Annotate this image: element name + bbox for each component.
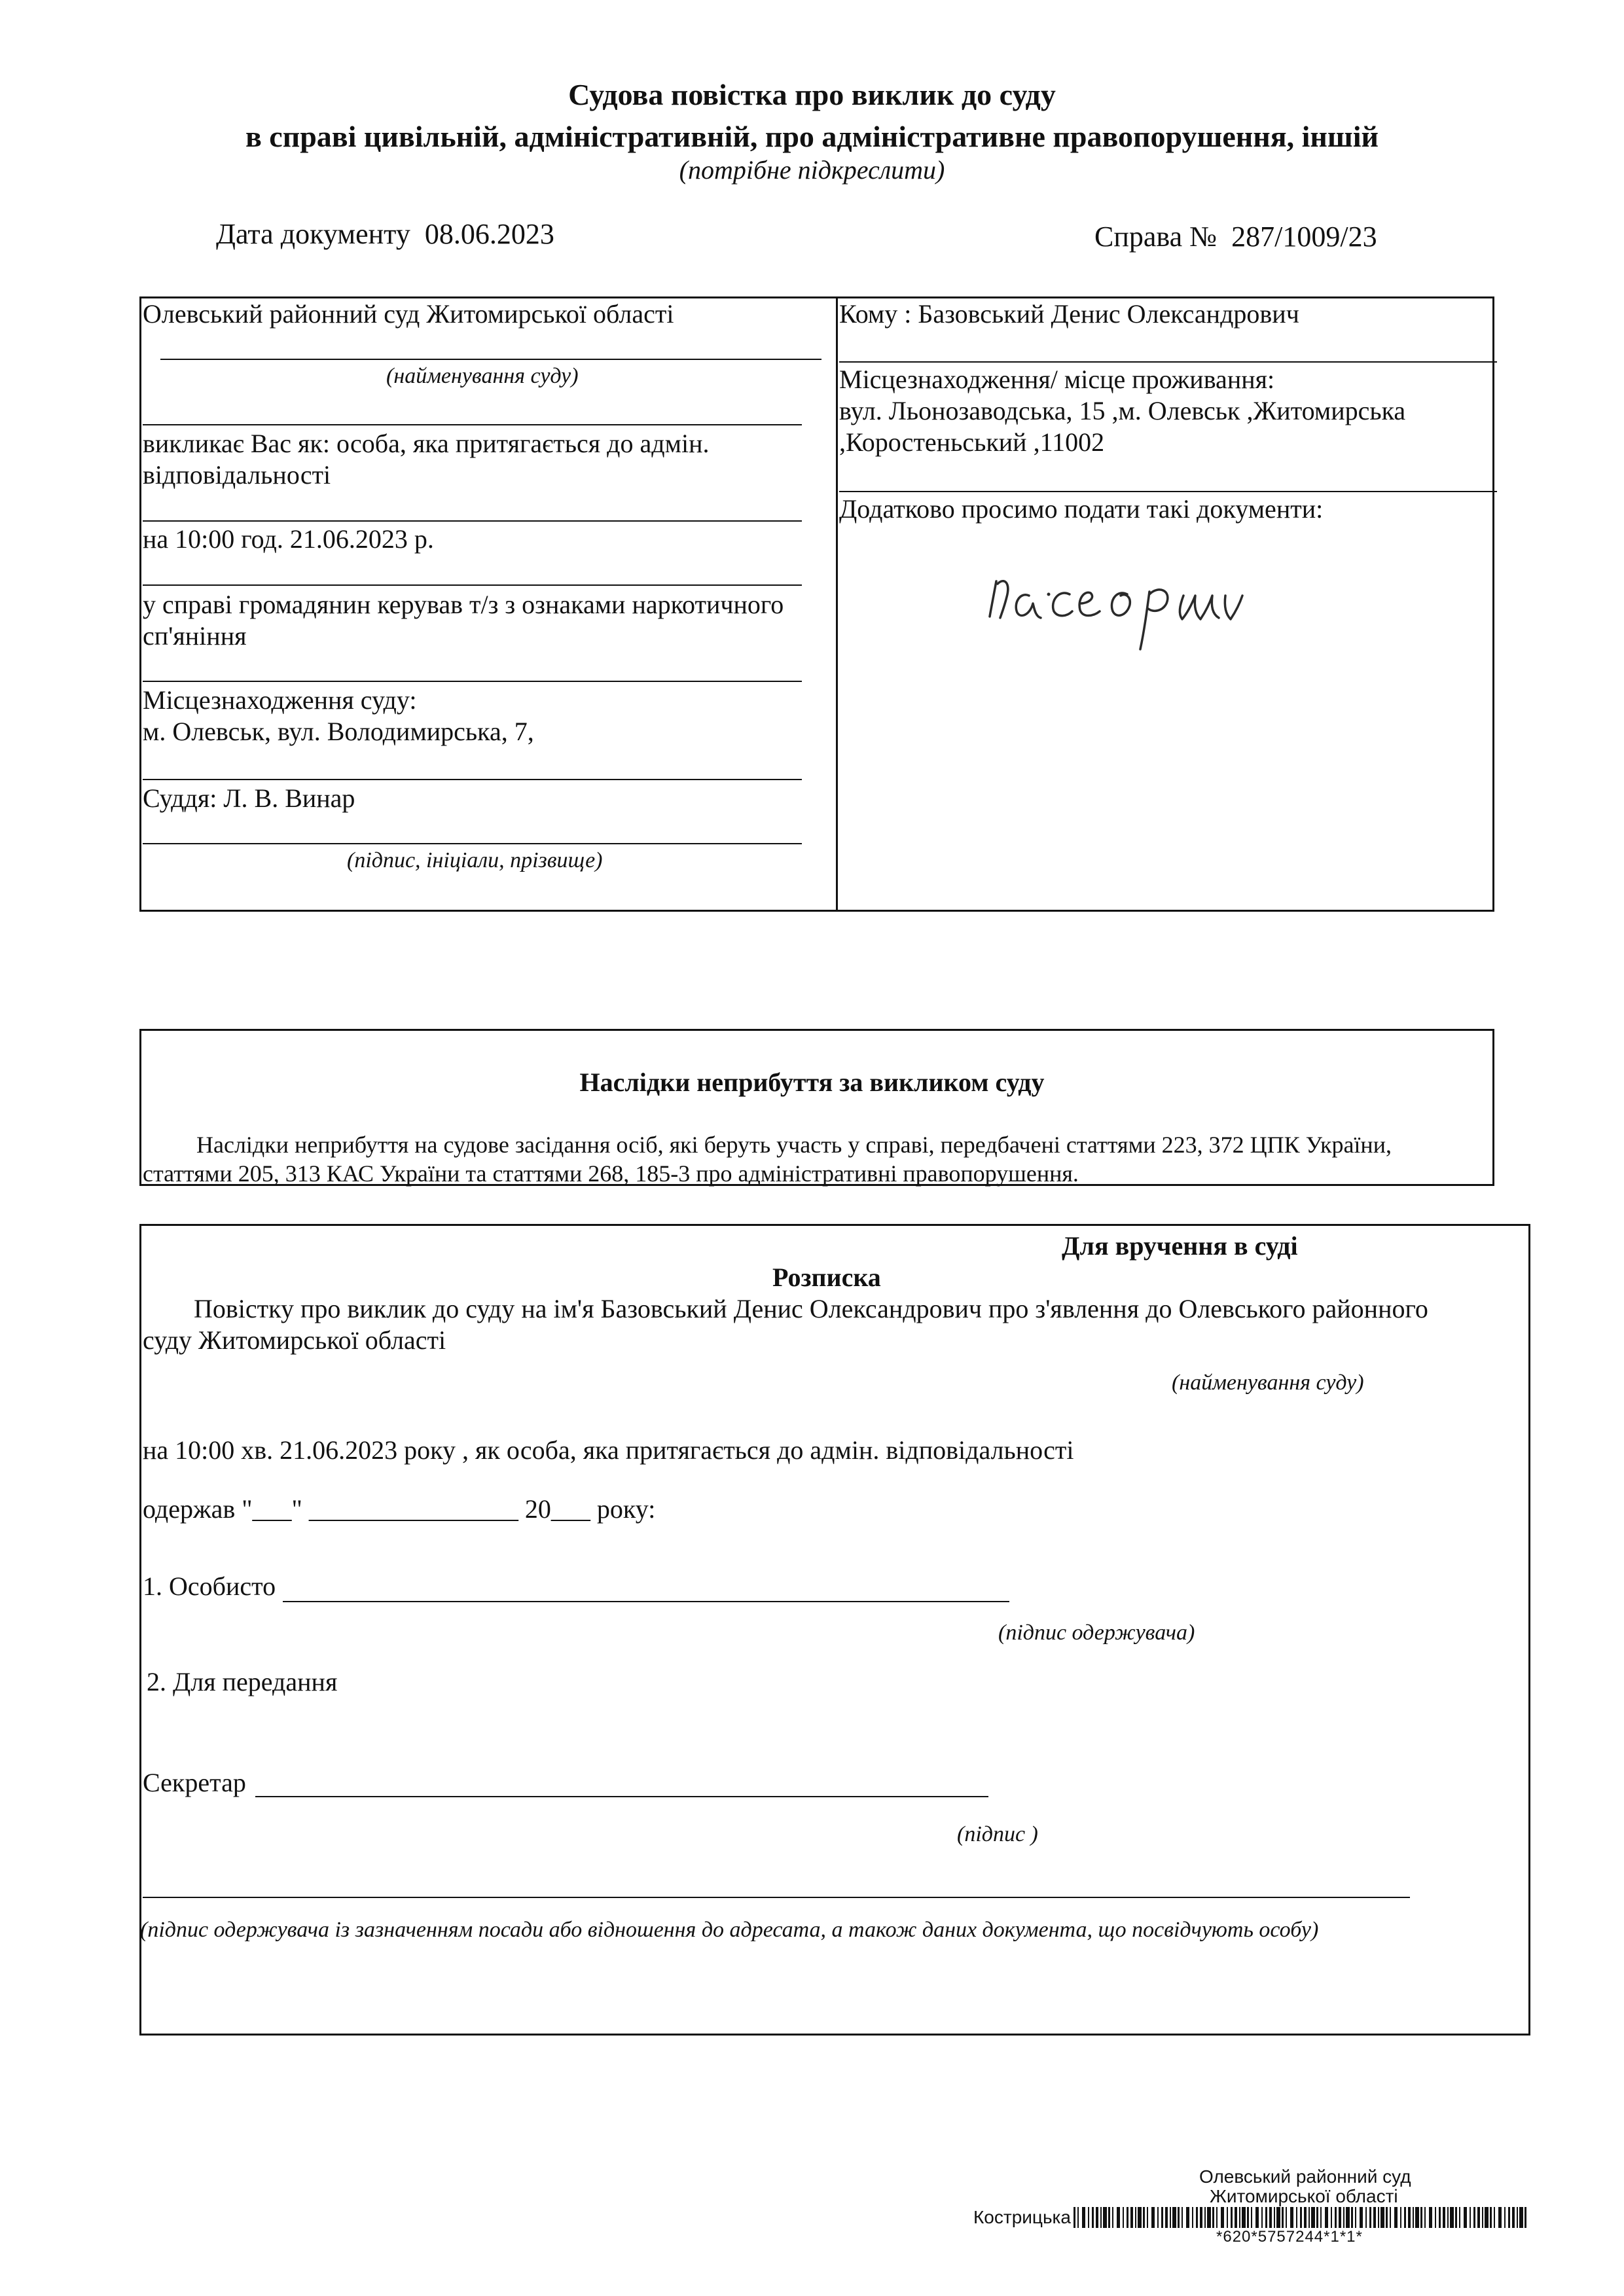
barcode-bar	[1123, 2207, 1124, 2228]
receipt-court-caption: (найменування суду)	[1172, 1371, 1364, 1395]
receipt-time: на 10:00 хв. 21.06.2023 року , як особа, яка притягається до адмін. відповідальності	[143, 1435, 1074, 1465]
barcode-bar	[1082, 2207, 1085, 2228]
personally-signature-line	[283, 1601, 1009, 1602]
barcode-bar	[1390, 2207, 1391, 2228]
date-label: Дата документу	[216, 218, 410, 250]
barcode-bar	[1182, 2207, 1183, 2228]
barcode-bar	[1088, 2207, 1089, 2228]
barcode-bar	[1103, 2207, 1107, 2228]
barcode-bar	[1519, 2207, 1523, 2228]
barcode-bar	[1378, 2207, 1379, 2228]
barcode-bar	[1207, 2207, 1211, 2228]
summons-divider	[836, 296, 838, 912]
court-name-caption: (найменування суду)	[386, 364, 579, 388]
barcode-bar	[1100, 2207, 1102, 2228]
barcode-bar	[1161, 2207, 1163, 2228]
receipt-text: Повістку про виклик до суду на ім'я Базовський Денис Олександрович про з'явлення до Олевського районного	[194, 1294, 1428, 1323]
barcode-bar	[1300, 2207, 1302, 2228]
court-name-underline	[160, 359, 821, 360]
barcode-bar	[1355, 2207, 1356, 2228]
document-date	[216, 217, 554, 251]
barcode-bar	[1112, 2207, 1113, 2228]
barcode-bar	[1151, 2207, 1155, 2228]
case-number	[1094, 220, 1377, 253]
for-court-delivery: Для вручення в суді	[1062, 1231, 1298, 1261]
residence-address-cont: ,Коростеньський ,11002	[839, 427, 1105, 457]
consequences-text: Наслідки неприбуття на судове засідання осіб, які беруть участь у справі, передбачені статтями 223, 372 ЦПК України,	[196, 1132, 1392, 1158]
barcode-bar	[1339, 2207, 1341, 2228]
barcode-bar	[1482, 2207, 1483, 2228]
barcode-bar	[1296, 2207, 1297, 2228]
case-label: Справа №	[1094, 221, 1218, 253]
recipient-underline	[839, 361, 1497, 363]
consequences-heading: Наслідки неприбуття за викликом суду	[579, 1067, 1045, 1097]
barcode-bar	[1413, 2207, 1414, 2228]
judge-signature-line	[143, 843, 802, 844]
barcode-bar	[1117, 2207, 1120, 2228]
receipt-heading: Розписка	[772, 1263, 881, 1292]
barcode-bar	[1470, 2207, 1471, 2228]
barcode-bar	[1311, 2207, 1315, 2228]
barcode-bar	[1498, 2207, 1502, 2228]
documents-request: Додатково просимо подати такі документи:	[839, 494, 1324, 524]
received-date: одержав "___" ________________ 20___ року:	[143, 1494, 656, 1524]
barcode-bar	[1394, 2207, 1398, 2228]
barcode-bar	[1494, 2207, 1495, 2228]
page-subtitle: (потрібне підкреслити)	[679, 155, 945, 185]
barcode-bar	[1346, 2207, 1350, 2228]
barcode-bar	[1242, 2207, 1246, 2228]
barcode-bar	[1096, 2207, 1098, 2228]
recipient: Кому : Базовський Денис Олександрович	[839, 299, 1299, 329]
barcode-bar	[1157, 2207, 1159, 2228]
barcode-bar	[1450, 2207, 1454, 2228]
barcode-bar	[1212, 2207, 1214, 2228]
barcode-bar	[1420, 2207, 1422, 2228]
barcode-bar	[1077, 2207, 1079, 2228]
barcode-bar	[1269, 2207, 1272, 2228]
barcode-bar	[1369, 2207, 1371, 2228]
page-title: Судова повістка про виклик до суду	[568, 78, 1056, 111]
barcode-bar	[1504, 2207, 1506, 2228]
barcode-bar	[1439, 2207, 1441, 2228]
case-number-value: 287/1009/23	[1231, 221, 1377, 253]
barcode-bar	[1464, 2207, 1467, 2228]
divider-line	[143, 779, 802, 780]
barcode-bar	[1074, 2207, 1075, 2228]
barcode-bar	[1092, 2207, 1094, 2228]
court-location-value: м. Олевськ, вул. Володимирська, 7,	[143, 717, 534, 746]
barcode-bar	[1196, 2207, 1198, 2228]
barcode-bar	[1204, 2207, 1206, 2228]
barcode-bar	[1343, 2207, 1344, 2228]
barcode-bar	[1365, 2207, 1367, 2228]
summons-as-cont: відповідальності	[143, 460, 331, 490]
barcode-bar	[1255, 2207, 1259, 2228]
recipient-signature-line	[143, 1897, 1410, 1898]
barcode-bar	[1192, 2207, 1193, 2228]
barcode-bar	[1335, 2207, 1337, 2228]
barcode-bar	[1282, 2207, 1284, 2228]
barcode-bar	[1239, 2207, 1240, 2228]
barcode-bar	[1231, 2207, 1233, 2228]
barcode-bar	[1143, 2207, 1145, 2228]
barcode-bar	[1138, 2207, 1142, 2228]
divider-line	[143, 520, 802, 522]
judge-caption: (підпис, ініціали, прізвище)	[347, 848, 603, 872]
barcode-bar	[1517, 2207, 1518, 2228]
secretary-caption: (підпис )	[957, 1822, 1038, 1846]
divider-line	[143, 584, 802, 586]
barcode-bar	[1235, 2207, 1237, 2228]
barcode-bar	[1485, 2207, 1489, 2228]
case-subject-cont: сп'яніння	[143, 621, 247, 651]
barcode-bar	[1404, 2207, 1406, 2228]
barcode-bar	[1525, 2207, 1526, 2228]
personally-label: 1. Особисто	[143, 1571, 276, 1601]
barcode-bar	[1429, 2207, 1432, 2228]
summons-as: викликає Вас як: особа, яка притягається до адмін.	[143, 429, 710, 458]
barcode-bar	[1261, 2207, 1263, 2228]
court-location-label: Місцезнаходження суду:	[143, 685, 417, 715]
barcode-bar	[1490, 2207, 1492, 2228]
barcode-bar	[1415, 2207, 1419, 2228]
barcode-bar	[1135, 2207, 1136, 2228]
barcode-bar	[1247, 2207, 1249, 2228]
handwritten-passport-note	[982, 543, 1296, 655]
court-name: Олевський районний суд Житомирської області	[143, 299, 674, 329]
barcode-bar	[1320, 2207, 1322, 2228]
barcode-bar	[1186, 2207, 1189, 2228]
barcode-number: *620*5757244*1*1*	[1216, 2228, 1363, 2246]
barcode-bar	[1508, 2207, 1510, 2228]
barcode-bar	[1386, 2207, 1388, 2228]
barcode-bar	[1265, 2207, 1267, 2228]
barcode-bar	[1308, 2207, 1310, 2228]
secretary-signature-line	[255, 1796, 988, 1797]
page-title-line2: в справі цивільній, адміністративній, про адміністративне правопорушення, іншій	[245, 120, 1379, 153]
recipient-signature-caption: (підпис одержувача із зазначенням посади або відношення до адресата, а також даних документа, що посвідчують особу)	[140, 1918, 1319, 1942]
barcode-bar	[1380, 2207, 1384, 2228]
barcode-bar	[1373, 2207, 1376, 2228]
divider-line	[143, 424, 802, 425]
barcode-bar	[1459, 2207, 1460, 2228]
barcode-bar	[1216, 2207, 1218, 2228]
consequences-text-cont: статтями 205, 313 КАС України та статтями 268, 185-3 про адміністративні правопорушення.	[143, 1160, 1079, 1187]
barcode-bar	[1251, 2207, 1252, 2228]
barcode-bar	[1286, 2207, 1287, 2228]
barcode-bar	[1351, 2207, 1353, 2228]
barcode-bar	[1165, 2207, 1168, 2228]
barcode-bar	[1127, 2207, 1128, 2228]
barcode-bar	[1408, 2207, 1411, 2228]
barcode-bar	[1447, 2207, 1449, 2228]
barcode-bar	[1435, 2207, 1436, 2228]
barcode-bar	[1130, 2207, 1133, 2228]
barcode-bar	[1473, 2207, 1475, 2228]
barcode-bar	[1227, 2207, 1228, 2228]
barcode-bar	[1147, 2207, 1148, 2228]
personally-caption: (підпис одержувача)	[998, 1621, 1195, 1645]
residence-address: вул. Льонозаводська, 15 ,м. Олевськ ,Житомирська	[839, 396, 1406, 425]
stamp-court-region: Житомирської області	[1210, 2186, 1398, 2206]
residence-underline	[839, 491, 1497, 492]
barcode	[1074, 2207, 1532, 2229]
barcode-bar	[1424, 2207, 1426, 2228]
barcode-bar	[1316, 2207, 1318, 2228]
barcode-bar	[1304, 2207, 1307, 2228]
residence-label: Місцезнаходження/ місце проживання:	[839, 365, 1275, 394]
barcode-bar	[1274, 2207, 1275, 2228]
clerk-name: Кострицька	[973, 2207, 1071, 2227]
barcode-bar	[1512, 2207, 1515, 2228]
divider-line	[143, 681, 802, 682]
barcode-bar	[1172, 2207, 1176, 2228]
barcode-bar	[1443, 2207, 1445, 2228]
barcode-bar	[1325, 2207, 1328, 2228]
barcode-bar	[1477, 2207, 1480, 2228]
case-subject: у справі громадянин керував т/з з ознаками наркотичного	[143, 590, 784, 619]
barcode-bar	[1290, 2207, 1293, 2228]
stamp-court-name: Олевський районний суд	[1199, 2166, 1411, 2187]
barcode-bar	[1178, 2207, 1180, 2228]
date-value: 08.06.2023	[424, 218, 554, 250]
barcode-bar	[1455, 2207, 1457, 2228]
hearing-time: на 10:00 год. 21.06.2023 р.	[143, 524, 434, 554]
barcode-bar	[1331, 2207, 1332, 2228]
barcode-bar	[1276, 2207, 1280, 2228]
barcode-bar	[1170, 2207, 1171, 2228]
transfer-label: 2. Для передання	[147, 1667, 338, 1696]
barcode-bar	[1108, 2207, 1110, 2228]
barcode-bar	[1221, 2207, 1224, 2228]
judge-name: Суддя: Л. В. Винар	[143, 783, 355, 813]
secretary-label: Секретар	[143, 1768, 246, 1797]
barcode-bar	[1400, 2207, 1401, 2228]
barcode-bar	[1200, 2207, 1202, 2228]
receipt-text-cont: суду Житомирської області	[143, 1325, 446, 1355]
barcode-bar	[1360, 2207, 1363, 2228]
